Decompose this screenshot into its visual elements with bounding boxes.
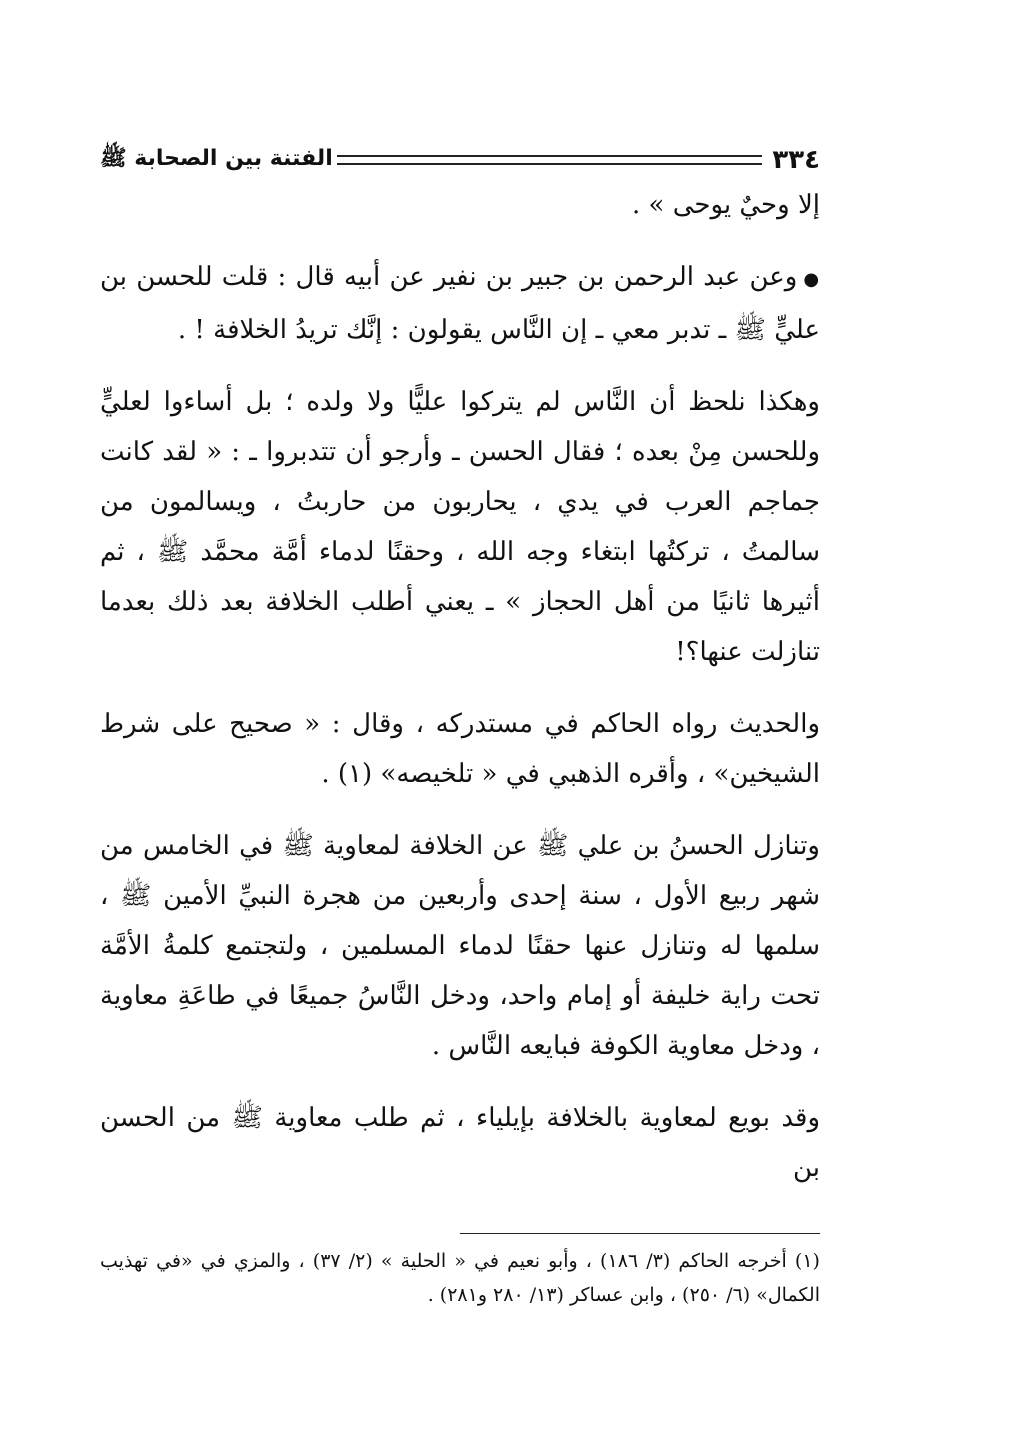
- paragraph: وقد بويع لمعاوية بالخلافة بإيلياء ، ثم طلب معاوية ﷺ من الحسن بن: [100, 1103, 820, 1183]
- footnote: (١) أخرجه الحاكم (٣/ ١٨٦) ، وأبو نعيم في « الحلية » (٢/ ٣٧) ، والمزي في «في تهذيب الكمال» (٦/ ٢٥٠) ، وابن عساكر (١٣/ ٢٨٠ و٢٨١) .: [100, 1250, 820, 1306]
- bullet-icon: ●: [803, 269, 820, 290]
- running-title: الفتنة بين الصحابة ﷺ: [100, 146, 333, 171]
- paragraph-bulleted: [100, 252, 820, 355]
- footnote-separator: [460, 1233, 820, 1234]
- page-header: [100, 140, 820, 180]
- paragraph: وهكذا نلحظ أن النَّاس لم يتركوا عليًّا ولا ولده ؛ بل أساءوا لعليٍّ وللحسن مِنْ بعده ؛ فقال الحسن ـ وأرجو أن تتدبروا ـ : « لقد كانت جماجم العرب في يدي ، يحاربون من حاربتُ ، ويسالمون من سالمتُ ، تركتُها ابتغاء وجه الله ، وحقنًا لدماء أمَّة محمَّد ﷺ ، ثم أثيرها ثانيًا من أهل الحجاز » ـ يعني أطلب الخلافة بعد ذلك بعدما تنازلت عنها؟!: [100, 387, 820, 667]
- paragraph: والحديث رواه الحاكم في مستدركه ، وقال : « صحيح على شرط الشيخين» ، وأقره الذهبي في « تلخيصه» (١) .: [100, 709, 820, 789]
- main-text: [100, 180, 820, 1193]
- page-number: ٣٣٤: [772, 145, 820, 175]
- book-page: [100, 140, 820, 1312]
- paragraph-text: وعن عبد الرحمن بن جبير بن نفير عن أبيه قال : قلت للحسن بن عليٍّ ﷺ ـ تدبر معي ـ إن النَّاس يقولون : إنَّك تريدُ الخلافة ! .: [100, 262, 820, 345]
- paragraph: وتنازل الحسنُ بن علي ﷺ عن الخلافة لمعاوية ﷺ في الخامس من شهر ربيع الأول ، سنة إحدى وأربعين من هجرة النبيِّ الأمين ﷺ ، سلمها له وتنازل عنها حقنًا لدماء المسلمين ، ولتجتمع كلمةُ الأمَّة تحت راية خليفة أو إمام واحد، ودخل النَّاسُ جميعًا في طاعَةِ معاوية ، ودخل معاوية الكوفة فبايعه النَّاس .: [100, 831, 820, 1061]
- footnotes: [100, 1244, 820, 1312]
- paragraph: إلا وحيٌ يوحى » .: [632, 190, 820, 220]
- header-rule: [337, 155, 763, 165]
